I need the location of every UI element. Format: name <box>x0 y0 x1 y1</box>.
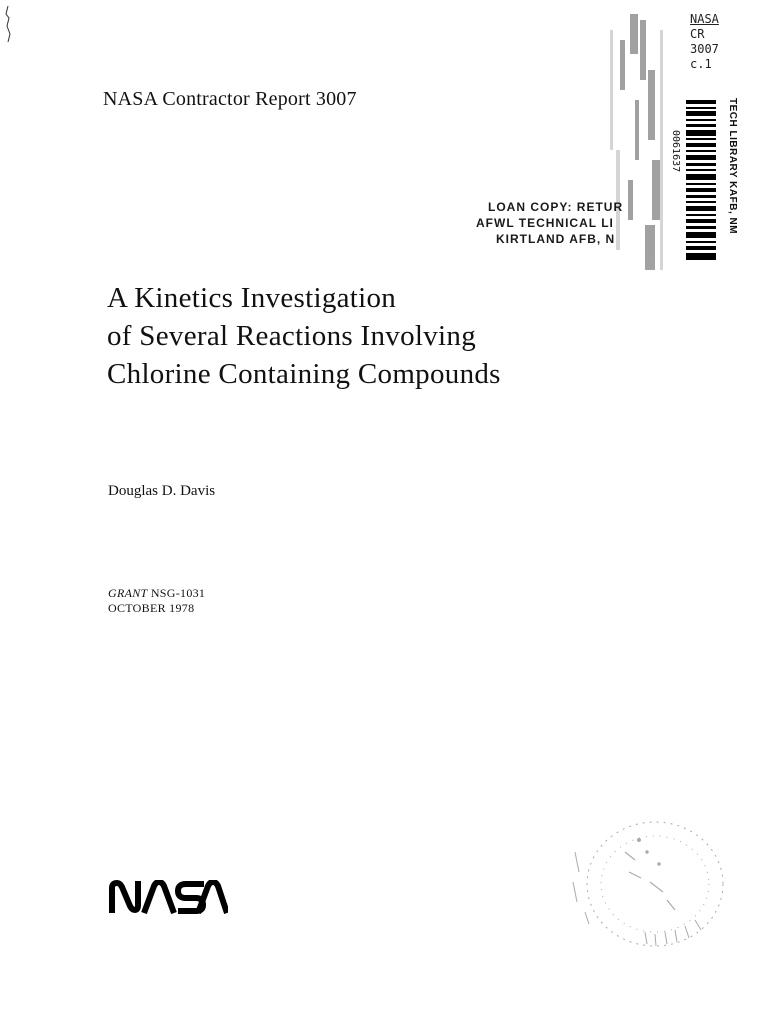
tech-library-label <box>722 98 742 268</box>
scan-edge-mark <box>2 4 16 44</box>
grant-number: NSG-1031 <box>150 586 206 600</box>
author-name: Douglas D. Davis <box>108 483 216 499</box>
document-title <box>107 279 501 393</box>
loan-stamp <box>476 199 623 247</box>
loan-stamp-line: AFWL TECHNICAL LI <box>476 216 614 230</box>
title-line: A Kinetics Investigation <box>107 282 397 314</box>
catalog-line: CR <box>690 27 705 41</box>
catalog-line: c.1 <box>690 57 712 71</box>
loan-stamp-line: LOAN COPY: RETUR <box>488 200 624 214</box>
barcode-number-text: 0061637 <box>670 130 681 173</box>
loan-stamp-line: KIRTLAND AFB, N <box>496 232 616 246</box>
grant-line <box>108 586 205 601</box>
nasa-worm-logo-icon <box>108 880 228 914</box>
faded-seal-stamp-icon <box>555 812 735 952</box>
barcode-number <box>668 130 686 210</box>
grant-date: OCTOBER 1978 <box>108 601 195 615</box>
catalog-label <box>690 12 719 72</box>
barcode <box>686 100 716 260</box>
grant-info <box>108 586 205 616</box>
catalog-line: NASA <box>690 12 719 26</box>
tech-library-text: TECH LIBRARY KAFB, NM <box>727 98 738 235</box>
title-line: Chlorine Containing Compounds <box>107 358 501 390</box>
title-line: of Several Reactions Involving <box>107 320 476 352</box>
grant-label: GRANT <box>108 586 148 600</box>
catalog-line: 3007 <box>690 42 719 56</box>
report-number: NASA Contractor Report 3007 <box>103 88 357 110</box>
